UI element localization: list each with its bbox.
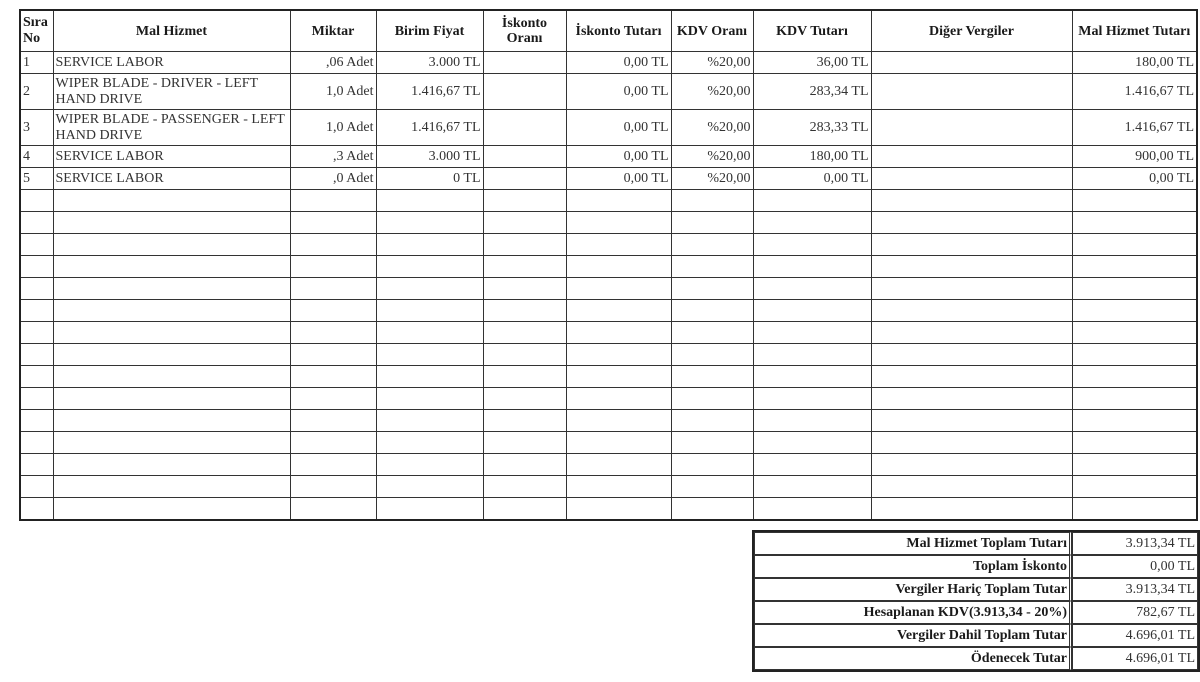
cell-item: SERVICE LABOR — [53, 146, 290, 168]
empty-cell — [871, 234, 1072, 256]
empty-cell — [483, 476, 566, 498]
totals-value: 3.913,34 TL — [1072, 532, 1198, 555]
cell-unit-price: 1.416,67 TL — [376, 74, 483, 110]
empty-cell — [483, 498, 566, 521]
empty-cell — [290, 388, 376, 410]
invoice-items-table — [19, 9, 1198, 521]
empty-cell — [483, 366, 566, 388]
empty-row — [20, 476, 1197, 498]
cell-vat-amount: 0,00 TL — [753, 168, 871, 190]
empty-cell — [376, 300, 483, 322]
empty-cell — [376, 388, 483, 410]
cell-total: 1.416,67 TL — [1072, 110, 1197, 146]
empty-cell — [20, 256, 53, 278]
empty-cell — [671, 388, 753, 410]
empty-cell — [483, 234, 566, 256]
empty-cell — [483, 212, 566, 234]
empty-cell — [753, 366, 871, 388]
cell-discount-amount: 0,00 TL — [566, 146, 671, 168]
col-header-mal-hizmet: Mal Hizmet — [53, 10, 290, 52]
cell-other-taxes — [871, 110, 1072, 146]
empty-cell — [376, 410, 483, 432]
empty-cell — [53, 388, 290, 410]
empty-cell — [376, 322, 483, 344]
cell-total: 0,00 TL — [1072, 168, 1197, 190]
empty-cell — [290, 322, 376, 344]
empty-cell — [671, 190, 753, 212]
cell-other-taxes — [871, 146, 1072, 168]
cell-other-taxes — [871, 52, 1072, 74]
empty-cell — [483, 278, 566, 300]
totals-label: Toplam İskonto — [754, 555, 1072, 578]
cell-unit-price: 1.416,67 TL — [376, 110, 483, 146]
empty-cell — [290, 410, 376, 432]
empty-cell — [376, 432, 483, 454]
cell-item: SERVICE LABOR — [53, 168, 290, 190]
empty-cell — [753, 212, 871, 234]
table-row — [20, 168, 1197, 190]
cell-discount-amount: 0,00 TL — [566, 110, 671, 146]
empty-cell — [871, 212, 1072, 234]
cell-no: 5 — [20, 168, 53, 190]
empty-cell — [671, 366, 753, 388]
empty-row — [20, 410, 1197, 432]
totals-row — [754, 532, 1198, 555]
cell-vat-amount: 180,00 TL — [753, 146, 871, 168]
empty-cell — [290, 454, 376, 476]
empty-cell — [376, 366, 483, 388]
empty-cell — [290, 212, 376, 234]
empty-cell — [566, 498, 671, 521]
cell-vat-amount: 36,00 TL — [753, 52, 871, 74]
cell-total: 1.416,67 TL — [1072, 74, 1197, 110]
cell-unit-price: 3.000 TL — [376, 146, 483, 168]
totals-label: Mal Hizmet Toplam Tutarı — [754, 532, 1072, 555]
empty-cell — [871, 476, 1072, 498]
empty-row — [20, 212, 1197, 234]
empty-cell — [671, 454, 753, 476]
totals-label: Vergiler Dahil Toplam Tutar — [754, 624, 1072, 647]
empty-row — [20, 344, 1197, 366]
cell-discount-amount: 0,00 TL — [566, 52, 671, 74]
empty-row — [20, 300, 1197, 322]
totals-label: Ödenecek Tutar — [754, 647, 1072, 670]
empty-cell — [871, 256, 1072, 278]
empty-cell — [753, 388, 871, 410]
empty-cell — [290, 300, 376, 322]
empty-cell — [671, 432, 753, 454]
empty-cell — [753, 454, 871, 476]
empty-cell — [53, 278, 290, 300]
empty-row — [20, 322, 1197, 344]
cell-other-taxes — [871, 74, 1072, 110]
empty-cell — [566, 234, 671, 256]
empty-cell — [566, 256, 671, 278]
empty-cell — [20, 190, 53, 212]
cell-vat-amount: 283,34 TL — [753, 74, 871, 110]
empty-cell — [671, 476, 753, 498]
empty-cell — [483, 388, 566, 410]
empty-cell — [1072, 432, 1197, 454]
empty-cell — [566, 322, 671, 344]
empty-cell — [290, 498, 376, 521]
cell-qty: ,0 Adet — [290, 168, 376, 190]
empty-cell — [53, 498, 290, 521]
totals-row — [754, 647, 1198, 670]
empty-cell — [1072, 344, 1197, 366]
empty-cell — [376, 256, 483, 278]
cell-qty: ,3 Adet — [290, 146, 376, 168]
empty-cell — [290, 344, 376, 366]
empty-cell — [53, 454, 290, 476]
totals-value: 782,67 TL — [1072, 601, 1198, 624]
empty-row — [20, 190, 1197, 212]
empty-cell — [376, 234, 483, 256]
empty-cell — [20, 410, 53, 432]
empty-row — [20, 388, 1197, 410]
empty-cell — [871, 432, 1072, 454]
cell-total: 180,00 TL — [1072, 52, 1197, 74]
empty-row — [20, 278, 1197, 300]
cell-qty: 1,0 Adet — [290, 110, 376, 146]
cell-discount-rate — [483, 168, 566, 190]
empty-cell — [20, 212, 53, 234]
empty-cell — [871, 322, 1072, 344]
empty-cell — [1072, 212, 1197, 234]
empty-cell — [376, 498, 483, 521]
cell-discount-amount: 0,00 TL — [566, 168, 671, 190]
cell-total: 900,00 TL — [1072, 146, 1197, 168]
cell-qty: 1,0 Adet — [290, 74, 376, 110]
empty-cell — [376, 212, 483, 234]
empty-cell — [753, 432, 871, 454]
col-header-sira-no: Sıra No — [20, 10, 53, 52]
empty-cell — [566, 366, 671, 388]
empty-row — [20, 366, 1197, 388]
col-header-kdv-orani: KDV Oranı — [671, 10, 753, 52]
empty-row — [20, 432, 1197, 454]
col-header-miktar: Miktar — [290, 10, 376, 52]
empty-cell — [1072, 234, 1197, 256]
empty-cell — [20, 366, 53, 388]
empty-cell — [53, 190, 290, 212]
empty-cell — [1072, 476, 1197, 498]
cell-no: 2 — [20, 74, 53, 110]
totals-value: 4.696,01 TL — [1072, 647, 1198, 670]
empty-cell — [566, 410, 671, 432]
empty-cell — [20, 476, 53, 498]
empty-cell — [753, 190, 871, 212]
empty-cell — [483, 322, 566, 344]
cell-discount-rate — [483, 52, 566, 74]
cell-vat-rate: %20,00 — [671, 110, 753, 146]
cell-discount-rate — [483, 110, 566, 146]
cell-vat-rate: %20,00 — [671, 146, 753, 168]
empty-cell — [753, 256, 871, 278]
empty-cell — [483, 432, 566, 454]
empty-cell — [20, 300, 53, 322]
table-row — [20, 146, 1197, 168]
empty-cell — [20, 432, 53, 454]
empty-cell — [671, 300, 753, 322]
empty-cell — [376, 278, 483, 300]
empty-cell — [483, 256, 566, 278]
empty-cell — [290, 476, 376, 498]
empty-cell — [753, 322, 871, 344]
empty-cell — [566, 432, 671, 454]
col-header-iskonto-orani: İskonto Oranı — [483, 10, 566, 52]
totals-value: 0,00 TL — [1072, 555, 1198, 578]
empty-cell — [290, 432, 376, 454]
empty-cell — [753, 278, 871, 300]
empty-cell — [566, 212, 671, 234]
empty-cell — [871, 388, 1072, 410]
cell-item: WIPER BLADE - DRIVER - LEFT HAND DRIVE — [53, 74, 290, 110]
empty-cell — [290, 278, 376, 300]
totals-value: 4.696,01 TL — [1072, 624, 1198, 647]
empty-cell — [871, 278, 1072, 300]
empty-cell — [671, 410, 753, 432]
empty-cell — [20, 454, 53, 476]
cell-item: SERVICE LABOR — [53, 52, 290, 74]
empty-cell — [376, 190, 483, 212]
cell-vat-amount: 283,33 TL — [753, 110, 871, 146]
col-header-kdv-tutari: KDV Tutarı — [753, 10, 871, 52]
empty-cell — [53, 432, 290, 454]
cell-discount-rate — [483, 146, 566, 168]
empty-cell — [483, 344, 566, 366]
empty-cell — [53, 476, 290, 498]
empty-cell — [1072, 388, 1197, 410]
empty-row — [20, 256, 1197, 278]
empty-cell — [20, 498, 53, 521]
empty-cell — [1072, 498, 1197, 521]
empty-cell — [20, 322, 53, 344]
empty-cell — [53, 256, 290, 278]
totals-row — [754, 555, 1198, 578]
header-row — [20, 10, 1197, 52]
empty-cell — [566, 190, 671, 212]
totals-row — [754, 578, 1198, 601]
totals-row — [754, 624, 1198, 647]
empty-cell — [483, 300, 566, 322]
empty-cell — [1072, 190, 1197, 212]
cell-no: 4 — [20, 146, 53, 168]
empty-cell — [566, 300, 671, 322]
empty-cell — [376, 476, 483, 498]
empty-row — [20, 498, 1197, 521]
empty-cell — [671, 278, 753, 300]
table-row — [20, 74, 1197, 110]
empty-cell — [483, 190, 566, 212]
cell-other-taxes — [871, 168, 1072, 190]
empty-cell — [753, 234, 871, 256]
empty-cell — [671, 234, 753, 256]
empty-cell — [871, 410, 1072, 432]
col-header-mal-hizmet-tutari: Mal Hizmet Tutarı — [1072, 10, 1197, 52]
cell-vat-rate: %20,00 — [671, 74, 753, 110]
empty-cell — [566, 476, 671, 498]
totals-row — [754, 601, 1198, 624]
empty-cell — [1072, 256, 1197, 278]
empty-cell — [671, 212, 753, 234]
empty-cell — [871, 366, 1072, 388]
empty-cell — [20, 278, 53, 300]
empty-cell — [1072, 366, 1197, 388]
empty-cell — [20, 388, 53, 410]
empty-row — [20, 234, 1197, 256]
empty-row — [20, 454, 1197, 476]
cell-discount-rate — [483, 74, 566, 110]
cell-discount-amount: 0,00 TL — [566, 74, 671, 110]
cell-unit-price: 3.000 TL — [376, 52, 483, 74]
empty-cell — [671, 344, 753, 366]
totals-label: Hesaplanan KDV(3.913,34 - 20%) — [754, 601, 1072, 624]
empty-cell — [871, 190, 1072, 212]
empty-cell — [376, 454, 483, 476]
col-header-iskonto-tutari: İskonto Tutarı — [566, 10, 671, 52]
empty-cell — [53, 410, 290, 432]
empty-cell — [566, 454, 671, 476]
empty-cell — [290, 366, 376, 388]
empty-cell — [566, 388, 671, 410]
empty-cell — [290, 234, 376, 256]
empty-cell — [753, 410, 871, 432]
empty-cell — [290, 190, 376, 212]
empty-cell — [566, 344, 671, 366]
empty-cell — [1072, 300, 1197, 322]
cell-vat-rate: %20,00 — [671, 168, 753, 190]
totals-value: 3.913,34 TL — [1072, 578, 1198, 601]
empty-cell — [566, 278, 671, 300]
empty-cell — [53, 344, 290, 366]
empty-cell — [871, 498, 1072, 521]
empty-cell — [483, 410, 566, 432]
empty-cell — [1072, 278, 1197, 300]
cell-qty: ,06 Adet — [290, 52, 376, 74]
empty-cell — [871, 344, 1072, 366]
cell-unit-price: 0 TL — [376, 168, 483, 190]
empty-cell — [20, 344, 53, 366]
empty-cell — [1072, 410, 1197, 432]
empty-cell — [20, 234, 53, 256]
empty-cell — [671, 322, 753, 344]
table-row — [20, 110, 1197, 146]
empty-cell — [483, 454, 566, 476]
empty-cell — [53, 366, 290, 388]
cell-item: WIPER BLADE - PASSENGER - LEFT HAND DRIVE — [53, 110, 290, 146]
empty-cell — [671, 498, 753, 521]
empty-cell — [53, 234, 290, 256]
empty-cell — [753, 476, 871, 498]
cell-no: 1 — [20, 52, 53, 74]
cell-no: 3 — [20, 110, 53, 146]
items-body — [20, 52, 1197, 521]
invoice-totals-table — [752, 530, 1200, 672]
empty-cell — [671, 256, 753, 278]
totals-label: Vergiler Hariç Toplam Tutar — [754, 578, 1072, 601]
empty-cell — [753, 344, 871, 366]
col-header-diger-vergiler: Diğer Vergiler — [871, 10, 1072, 52]
empty-cell — [53, 322, 290, 344]
empty-cell — [871, 454, 1072, 476]
empty-cell — [376, 344, 483, 366]
empty-cell — [53, 212, 290, 234]
empty-cell — [753, 300, 871, 322]
cell-vat-rate: %20,00 — [671, 52, 753, 74]
empty-cell — [1072, 454, 1197, 476]
empty-cell — [290, 256, 376, 278]
empty-cell — [753, 498, 871, 521]
empty-cell — [871, 300, 1072, 322]
empty-cell — [1072, 322, 1197, 344]
col-header-birim-fiyat: Birim Fiyat — [376, 10, 483, 52]
empty-cell — [53, 300, 290, 322]
table-row — [20, 52, 1197, 74]
